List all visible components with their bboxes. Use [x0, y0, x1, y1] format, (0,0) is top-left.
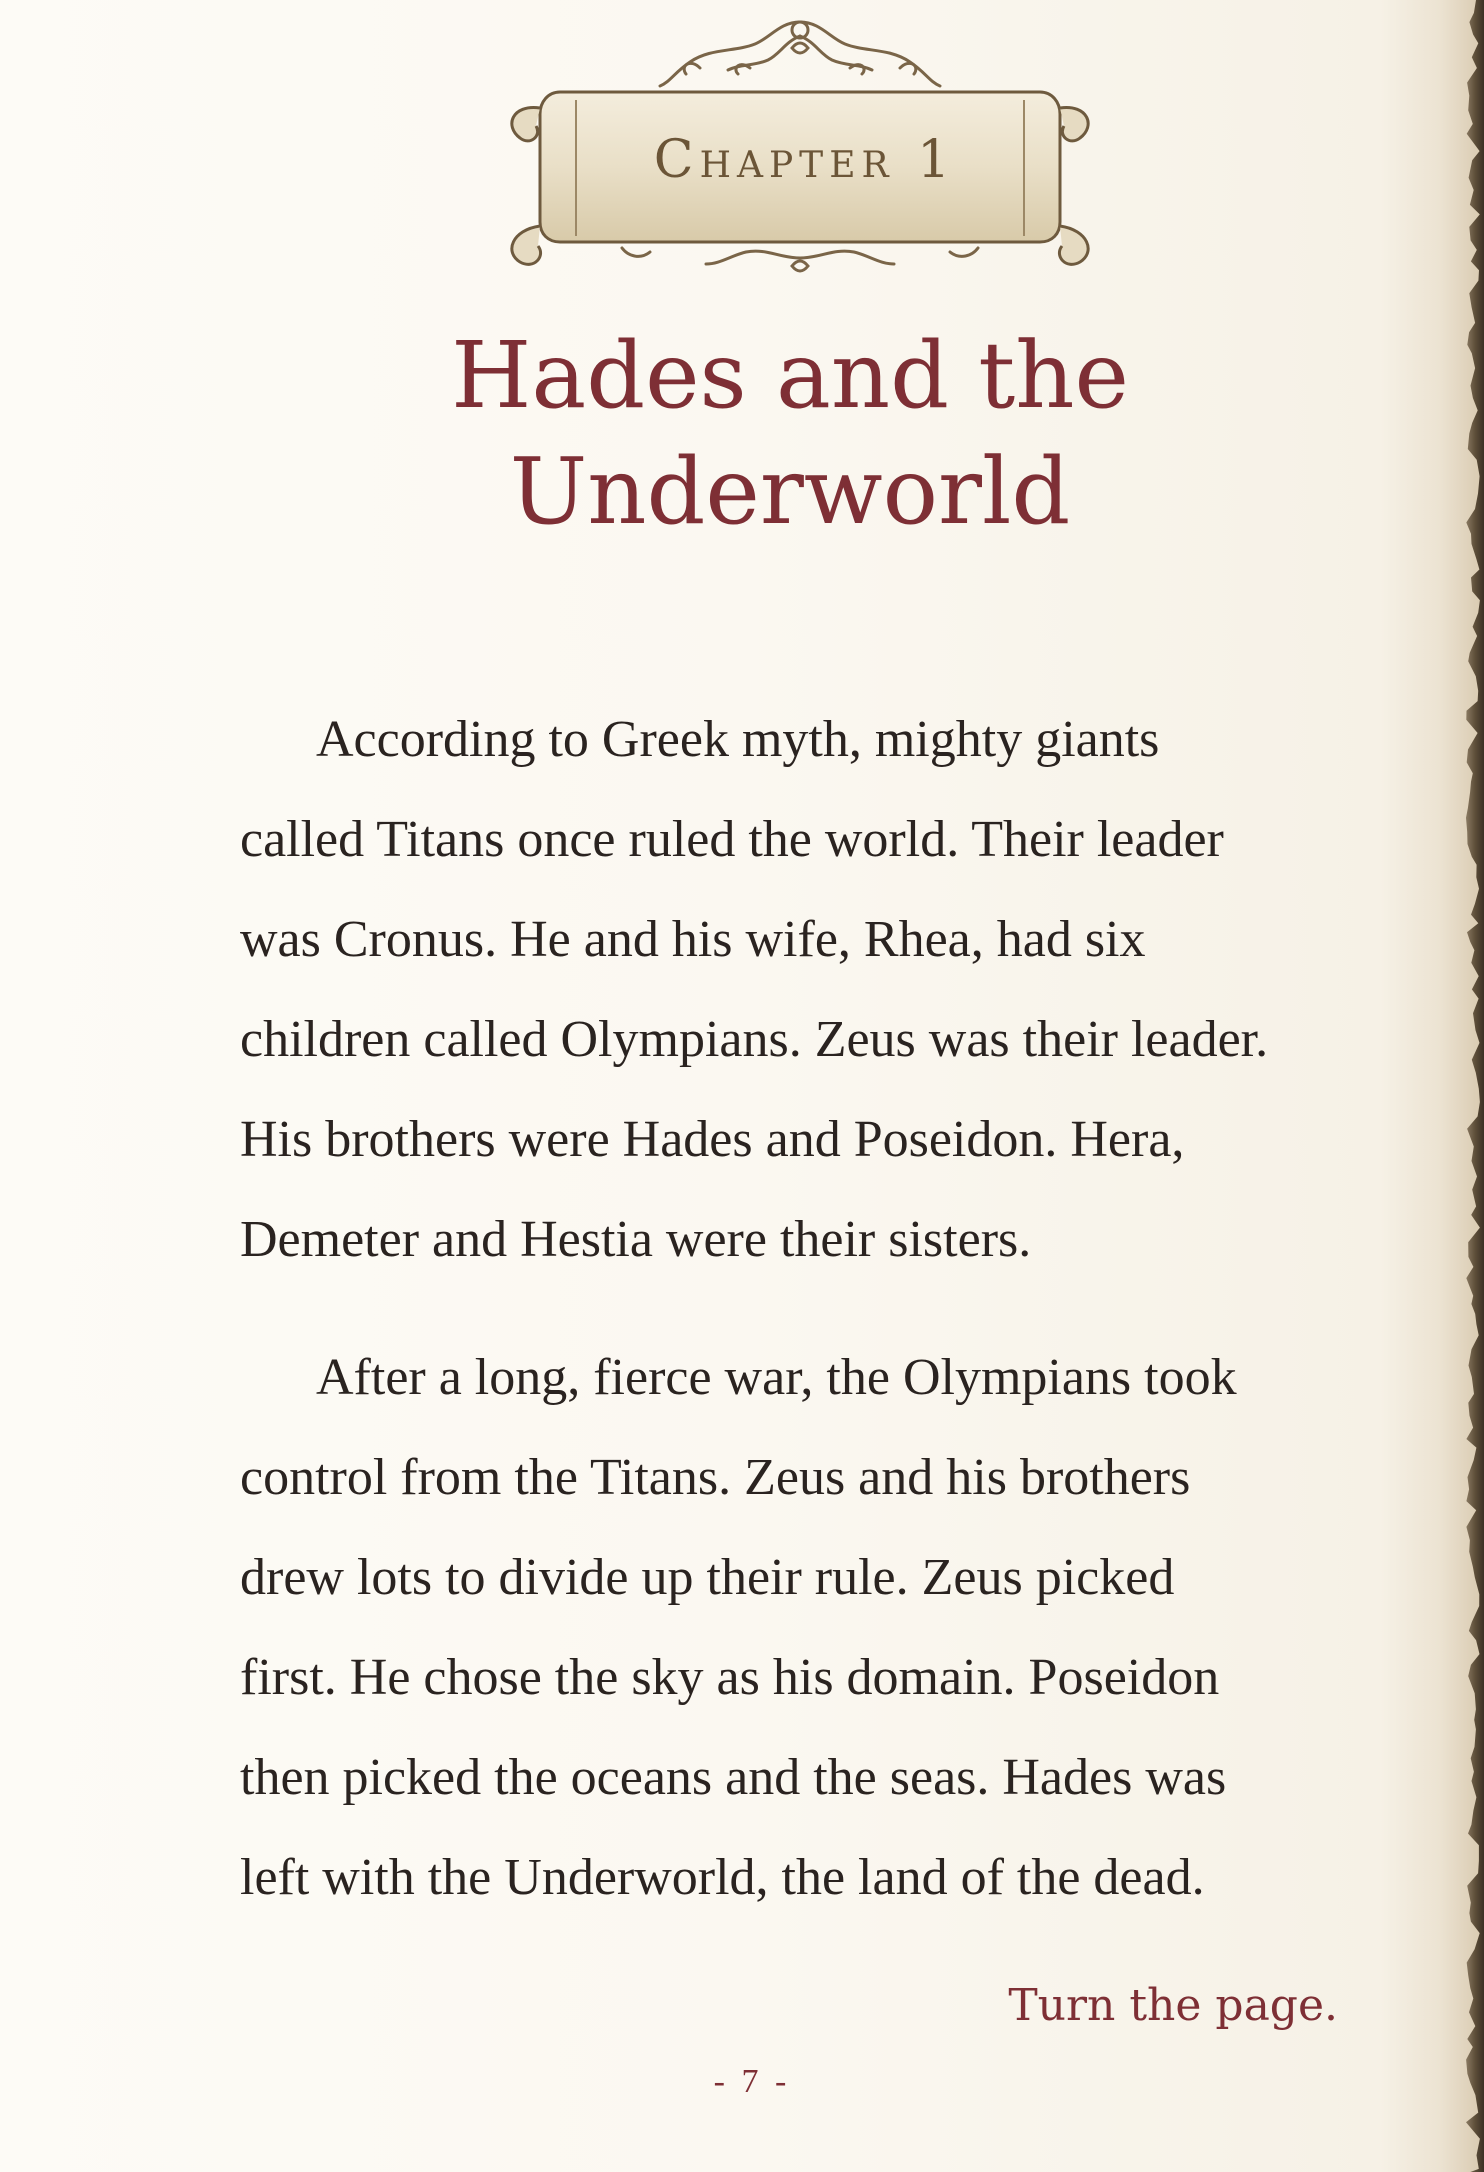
chapter-title-line-1: Hades and the	[451, 322, 1129, 429]
paragraph-line: drew lots to divide up their rule. Zeus picked	[240, 1549, 1175, 1606]
paragraph-line: Demeter and Hestia were their sisters.	[240, 1211, 1032, 1268]
paragraph-line: left with the Underworld, the land of the dead.	[240, 1849, 1205, 1906]
paragraph-line: first. He chose the sky as his domain. Poseidon	[240, 1649, 1220, 1706]
chapter-title	[230, 318, 1350, 550]
page-number: - 7 -	[713, 2063, 791, 2100]
chapter-title-line-2: Underworld	[509, 438, 1071, 545]
chapter-banner	[500, 8, 1100, 278]
turn-the-page-prompt: Turn the page.	[1008, 1980, 1338, 2031]
paragraph-line: called Titans once ruled the world. Their leader	[240, 811, 1224, 868]
paragraph-1	[240, 690, 1350, 1290]
chapter-label: Chapter 1	[653, 130, 957, 190]
paragraph-line: was Cronus. He and his wife, Rhea, had six	[240, 911, 1146, 968]
paragraph-line: His brothers were Hades and Poseidon. Hera,	[240, 1111, 1185, 1168]
paragraph-2	[240, 1328, 1350, 1928]
paragraph-line: then picked the oceans and the seas. Hades was	[240, 1749, 1227, 1806]
paragraph-line: children called Olympians. Zeus was their leader.	[240, 1011, 1269, 1068]
paragraph-line: After a long, fierce war, the Olympians took	[316, 1349, 1237, 1406]
deckled-page-edge	[1458, 0, 1484, 2172]
paragraph-line: According to Greek myth, mighty giants	[316, 711, 1160, 768]
paragraph-line: control from the Titans. Zeus and his brothers	[240, 1449, 1191, 1506]
